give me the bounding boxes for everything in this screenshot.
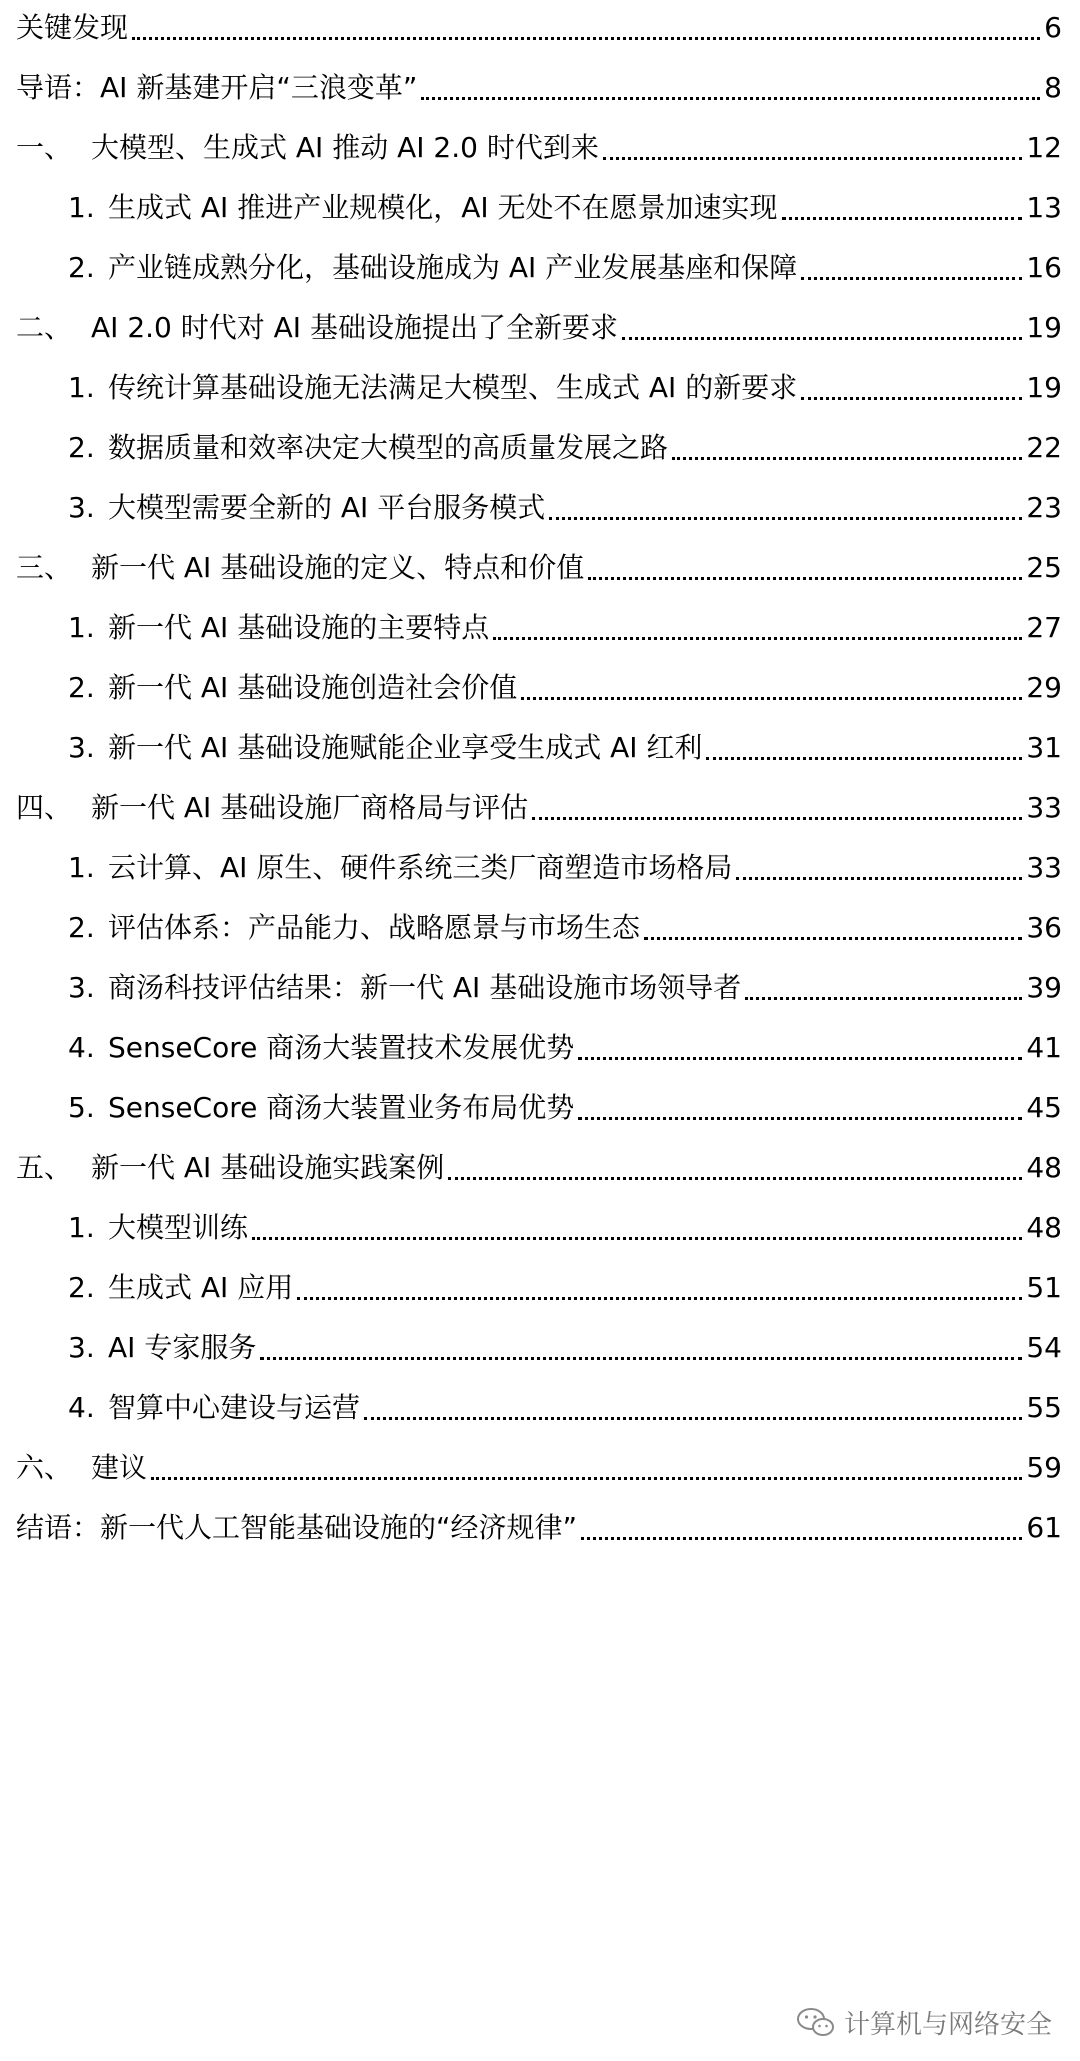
toc-section-5-1[interactable] xyxy=(0,1204,1080,1252)
toc-entry-number: 3. xyxy=(68,971,95,1004)
toc-entry-title: 云计算、AI 原生、硬件系统三类厂商塑造市场格局 xyxy=(108,851,733,884)
toc-chapter-3[interactable] xyxy=(0,544,1080,592)
toc-entry-title: 商汤科技评估结果：新一代 AI 基础设施市场领导者 xyxy=(108,971,742,1004)
toc-chapter-5[interactable] xyxy=(0,1144,1080,1192)
toc-entry-number: 2. xyxy=(68,431,95,464)
toc-entry-number: 一、 xyxy=(16,131,73,164)
toc-entry-title: 新一代 AI 基础设施厂商格局与评估 xyxy=(91,791,529,824)
toc-section-4-3[interactable] xyxy=(0,964,1080,1012)
dot-leader xyxy=(644,937,1022,940)
dot-leader xyxy=(672,457,1022,460)
dot-leader xyxy=(260,1357,1022,1360)
toc-entry-number: 1. xyxy=(68,371,95,404)
toc-entry-title: 大模型训练 xyxy=(108,1211,249,1244)
toc-entry-page: 48 xyxy=(1026,1211,1062,1244)
dot-leader xyxy=(801,397,1022,400)
dot-leader xyxy=(745,997,1022,1000)
toc-entry-title: 新一代 AI 基础设施创造社会价值 xyxy=(108,671,518,704)
toc-section-5-3[interactable] xyxy=(0,1324,1080,1372)
watermark-text: 计算机与网络安全 xyxy=(843,2009,1052,2040)
toc-entry-page: 54 xyxy=(1026,1331,1062,1364)
toc-section-1-2[interactable] xyxy=(0,244,1080,292)
toc-entry-page: 48 xyxy=(1026,1151,1062,1184)
dot-leader xyxy=(549,517,1022,520)
dot-leader xyxy=(706,757,1022,760)
toc-entry-page: 29 xyxy=(1026,671,1062,704)
toc-chapter-6[interactable] xyxy=(0,1444,1080,1492)
toc-entry-page: 31 xyxy=(1026,731,1062,764)
toc-entry-page: 33 xyxy=(1026,791,1062,824)
toc-entry-page: 55 xyxy=(1026,1391,1062,1424)
toc-entry-number: 1. xyxy=(68,191,95,224)
toc-entry-page: 51 xyxy=(1026,1271,1062,1304)
toc-entry-number: 1. xyxy=(68,851,95,884)
toc-entry-number: 二、 xyxy=(16,311,73,344)
toc-entry-number: 四、 xyxy=(16,791,73,824)
toc-entry-number: 3. xyxy=(68,1331,95,1364)
toc-entry-title: 智算中心建设与运营 xyxy=(108,1391,361,1424)
toc-entry-page: 39 xyxy=(1026,971,1062,1004)
toc-section-2-2[interactable] xyxy=(0,424,1080,472)
dot-leader xyxy=(581,1537,1022,1540)
toc-section-5-2[interactable] xyxy=(0,1264,1080,1312)
toc-entry-title: 生成式 AI 应用 xyxy=(108,1271,294,1304)
toc-section-4-1[interactable] xyxy=(0,844,1080,892)
toc-entry-page: 41 xyxy=(1026,1031,1062,1064)
dot-leader xyxy=(421,97,1040,100)
toc-section-4-4[interactable] xyxy=(0,1024,1080,1072)
toc-entry-title: AI 2.0 时代对 AI 基础设施提出了全新要求 xyxy=(91,311,618,344)
toc-entry-number: 5. xyxy=(68,1091,95,1124)
dot-leader xyxy=(603,157,1023,160)
toc-section-3-1[interactable] xyxy=(0,604,1080,652)
toc-entry-number: 3. xyxy=(68,491,95,524)
toc-entry-title: 新一代 AI 基础设施的定义、特点和价值 xyxy=(91,551,585,584)
toc-entry-page: 59 xyxy=(1026,1451,1062,1484)
toc-entry-number: 六、 xyxy=(16,1451,73,1484)
dot-leader xyxy=(252,1237,1022,1240)
toc-section-4-5[interactable] xyxy=(0,1084,1080,1132)
toc-entry-title: 评估体系：产品能力、战略愿景与市场生态 xyxy=(108,911,641,944)
toc-chapter-2[interactable] xyxy=(0,304,1080,352)
toc-entry-title: 导语：AI 新基建开启“三浪变革” xyxy=(16,71,418,104)
toc-chapter-4[interactable] xyxy=(0,784,1080,832)
dot-leader xyxy=(578,1117,1022,1120)
toc-entry-title: 结语：新一代人工智能基础设施的“经济规律” xyxy=(16,1511,578,1544)
toc-entry-page: 19 xyxy=(1026,311,1062,344)
wechat-icon xyxy=(796,2006,836,2038)
dot-leader xyxy=(493,637,1022,640)
toc-entry-title: 大模型、生成式 AI 推动 AI 2.0 时代到来 xyxy=(91,131,599,164)
toc-entry-page: 27 xyxy=(1026,611,1062,644)
toc-section-5-4[interactable] xyxy=(0,1384,1080,1432)
toc-entry-title: 新一代 AI 基础设施的主要特点 xyxy=(108,611,490,644)
toc-entry-page: 8 xyxy=(1044,71,1062,104)
toc-entry-title: 建议 xyxy=(91,1451,148,1484)
toc-entry-number: 三、 xyxy=(16,551,73,584)
toc-entry-title: 产业链成熟分化，基础设施成为 AI 产业发展基座和保障 xyxy=(108,251,798,284)
toc-entry-number: 2. xyxy=(68,251,95,284)
toc-entry-page: 16 xyxy=(1026,251,1062,284)
dot-leader xyxy=(151,1477,1022,1480)
toc-section-2-1[interactable] xyxy=(0,364,1080,412)
toc-section-2-3[interactable] xyxy=(0,484,1080,532)
toc-entry-page: 19 xyxy=(1026,371,1062,404)
toc-section-4-2[interactable] xyxy=(0,904,1080,952)
toc-entry-conclusion[interactable] xyxy=(0,1504,1080,1552)
toc-entry-number: 1. xyxy=(68,1211,95,1244)
toc-entry-number: 2. xyxy=(68,671,95,704)
toc-entry-key-findings[interactable] xyxy=(0,4,1080,52)
toc-entry-page: 23 xyxy=(1026,491,1062,524)
dot-leader xyxy=(578,1057,1022,1060)
toc-entry-page: 45 xyxy=(1026,1091,1062,1124)
toc-entry-number: 五、 xyxy=(16,1151,73,1184)
dot-leader xyxy=(364,1417,1022,1420)
dot-leader xyxy=(448,1177,1022,1180)
toc-entry-title: 新一代 AI 基础设施实践案例 xyxy=(91,1151,445,1184)
dot-leader xyxy=(736,877,1022,880)
dot-leader xyxy=(132,37,1040,40)
toc-section-3-2[interactable] xyxy=(0,664,1080,712)
toc-entry-title: 生成式 AI 推进产业规模化，AI 无处不在愿景加速实现 xyxy=(108,191,778,224)
dot-leader xyxy=(622,337,1022,340)
toc-section-3-3[interactable] xyxy=(0,724,1080,772)
toc-entry-number: 4. xyxy=(68,1031,95,1064)
toc-entry-page: 33 xyxy=(1026,851,1062,884)
toc-entry-title: 新一代 AI 基础设施赋能企业享受生成式 AI 红利 xyxy=(108,731,703,764)
dot-leader xyxy=(588,577,1022,580)
toc-entry-number: 3. xyxy=(68,731,95,764)
toc-entry-number: 1. xyxy=(68,611,95,644)
toc-entry-title: SenseCore 商汤大装置业务布局优势 xyxy=(108,1091,575,1124)
toc-entry-page: 6 xyxy=(1044,11,1062,44)
toc-entry-page: 61 xyxy=(1026,1511,1062,1544)
toc-entry-number: 2. xyxy=(68,911,95,944)
toc-entry-page: 12 xyxy=(1026,131,1062,164)
toc-chapter-1[interactable] xyxy=(0,124,1080,172)
toc-entry-number: 4. xyxy=(68,1391,95,1424)
toc-entry-title: SenseCore 商汤大装置技术发展优势 xyxy=(108,1031,575,1064)
dot-leader xyxy=(801,277,1022,280)
toc-entry-intro[interactable] xyxy=(0,64,1080,112)
toc-entry-title: 数据质量和效率决定大模型的高质量发展之路 xyxy=(108,431,669,464)
toc-entry-title: 关键发现 xyxy=(16,11,129,44)
toc-entry-title: 传统计算基础设施无法满足大模型、生成式 AI 的新要求 xyxy=(108,371,798,404)
dot-leader xyxy=(532,817,1022,820)
dot-leader xyxy=(782,217,1023,220)
dot-leader xyxy=(521,697,1022,700)
toc-entry-number: 2. xyxy=(68,1271,95,1304)
dot-leader xyxy=(297,1297,1022,1300)
toc-entry-page: 25 xyxy=(1026,551,1062,584)
toc-entry-title: 大模型需要全新的 AI 平台服务模式 xyxy=(108,491,546,524)
toc-entry-page: 13 xyxy=(1026,191,1062,224)
toc-entry-page: 36 xyxy=(1026,911,1062,944)
watermark xyxy=(792,2000,1056,2044)
toc-entry-page: 22 xyxy=(1026,431,1062,464)
toc-section-1-1[interactable] xyxy=(0,184,1080,232)
toc-entry-title: AI 专家服务 xyxy=(108,1331,257,1364)
